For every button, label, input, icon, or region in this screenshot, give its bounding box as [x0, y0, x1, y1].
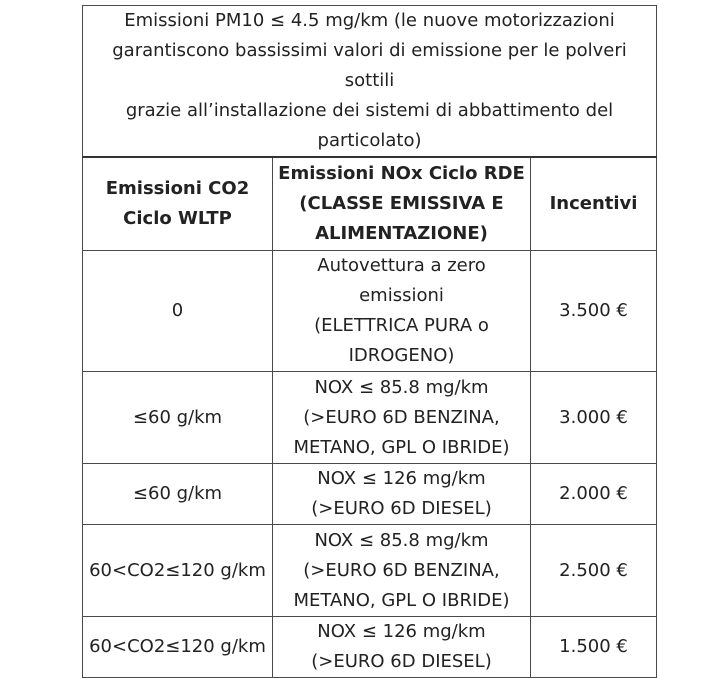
nox-line: (>EURO 6D BENZINA,: [303, 406, 500, 428]
nox-line: (ELETTRICA PURA o: [314, 315, 489, 336]
nox-line: Autovettura a zero emissioni: [317, 255, 486, 306]
table-title-row: [83, 6, 657, 158]
title-line: garantiscono bassissimi valori di emissione per le polveri sottili: [112, 40, 627, 91]
header-line: Emissioni CO2: [105, 178, 250, 199]
header-line: Incentivi: [549, 193, 638, 214]
table-row: [83, 617, 657, 678]
cell-incentivi: 3.000 €: [531, 372, 657, 464]
cell-nox: [273, 464, 531, 525]
cell-nox: [273, 617, 531, 678]
nox-line: METANO, GPL O IBRIDE): [293, 436, 510, 458]
title-line: grazie all’installazione dei sistemi di abbattimento del particolato): [125, 100, 614, 151]
header-co2: [83, 157, 273, 251]
cell-nox: [273, 372, 531, 464]
nox-line: (>EURO 6D DIESEL): [311, 651, 492, 672]
table-row: [83, 251, 657, 372]
header-line: Emissioni NOx Ciclo RDE: [278, 163, 525, 184]
table-header-row: [83, 157, 657, 251]
nox-line: (>EURO 6D BENZINA,: [303, 559, 500, 581]
cell-incentivi: 2.000 €: [531, 464, 657, 525]
cell-co2: ≤60 g/km: [83, 372, 273, 464]
cell-incentivi: 1.500 €: [531, 617, 657, 678]
cell-co2: 0: [83, 251, 273, 372]
nox-line: NOX ≤ 126 mg/km: [317, 468, 486, 489]
table-row: [83, 525, 657, 617]
table-row: [83, 372, 657, 464]
cell-nox: [273, 525, 531, 617]
header-line: ALIMENTAZIONE): [315, 223, 488, 244]
header-line: Ciclo WLTP: [123, 208, 232, 229]
cell-nox: [273, 251, 531, 372]
table-title: [83, 6, 657, 158]
cell-co2: 60<CO2≤120 g/km: [83, 525, 273, 617]
nox-line: IDROGENO): [348, 345, 455, 366]
cell-co2: ≤60 g/km: [83, 464, 273, 525]
table-row: [83, 464, 657, 525]
nox-line: NOX ≤ 85.8 mg/km: [314, 376, 489, 398]
cell-incentivi: 2.500 €: [531, 525, 657, 617]
nox-line: (>EURO 6D DIESEL): [311, 498, 492, 519]
nox-line: METANO, GPL O IBRIDE): [293, 589, 510, 611]
header-line: (CLASSE EMISSIVA E: [299, 193, 504, 214]
nox-line: NOX ≤ 126 mg/km: [317, 621, 486, 642]
nox-line: NOX ≤ 85.8 mg/km: [314, 529, 489, 551]
header-incentivi: [531, 157, 657, 251]
incentive-table: [82, 5, 657, 678]
title-line: Emissioni PM10 ≤ 4.5 mg/km (le nuove motorizzazioni: [124, 10, 615, 31]
cell-incentivi: 3.500 €: [531, 251, 657, 372]
cell-co2: 60<CO2≤120 g/km: [83, 617, 273, 678]
header-nox: [273, 157, 531, 251]
